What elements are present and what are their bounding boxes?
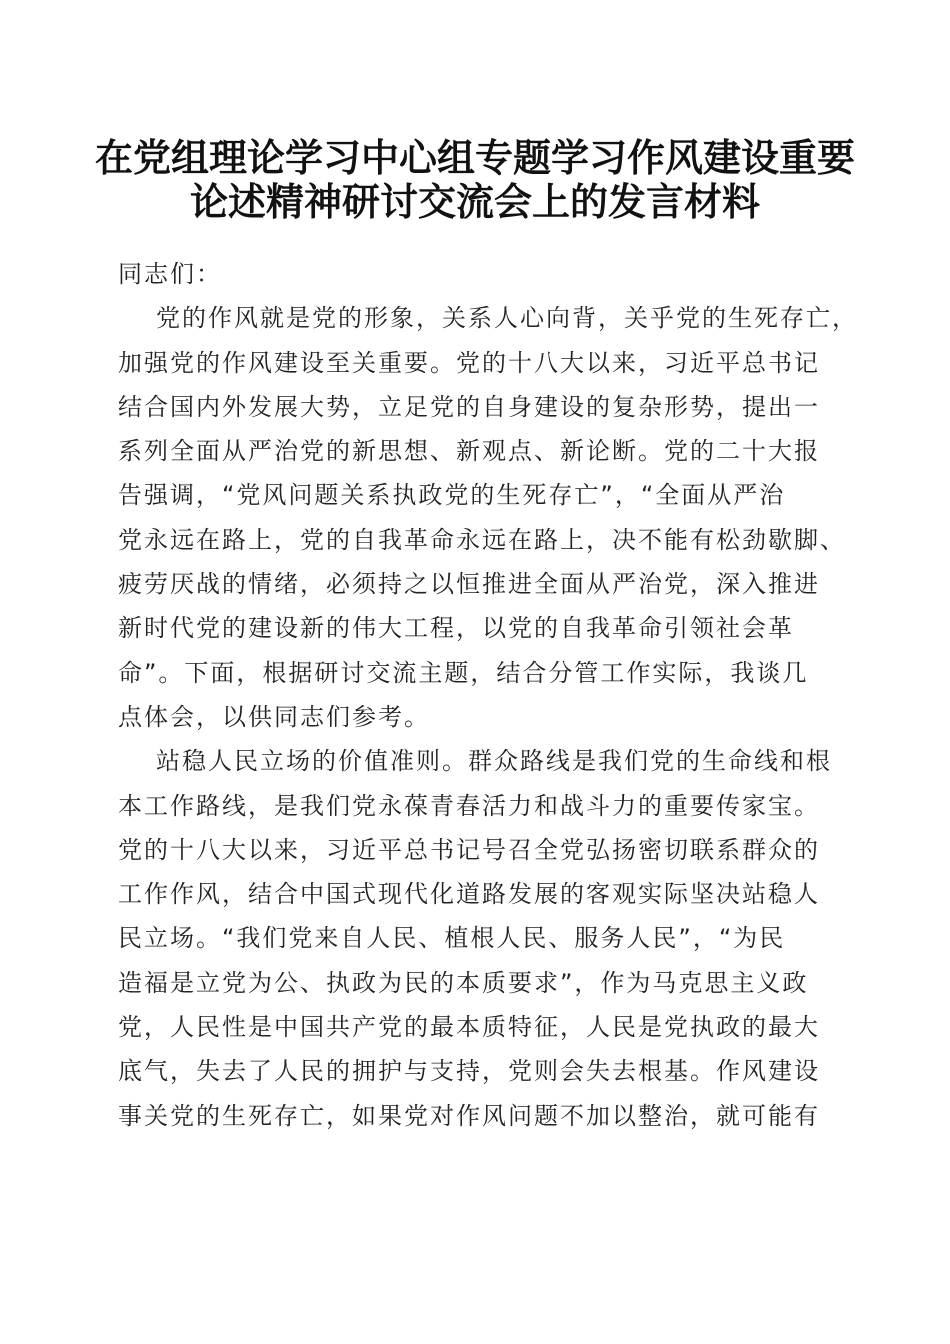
paragraph-line: 党，人民性是中国共产党的最本质特征，人民是党执政的最大 <box>118 1013 820 1042</box>
document-body <box>118 252 858 1138</box>
paragraph-line: 党的十八大以来，习近平总书记号召全党弘扬密切联系群众的 <box>118 835 820 864</box>
paragraph-line: 点体会，以供同志们参考。 <box>118 702 430 731</box>
title-line: 在党组理论学习中心组专题学习作风建设重要 <box>94 135 855 180</box>
paragraph-line: 站稳人民立场的价值准则。群众路线是我们党的生命线和根 <box>156 747 832 776</box>
paragraph-line: 党永远在路上，党的自我革命永远在路上，决不能有松劲歇脚、 <box>118 525 846 554</box>
paragraph-line: 系列全面从严治党的新思想、新观点、新论断。党的二十大报 <box>118 437 820 466</box>
paragraph-line: 工作作风，结合中国式现代化道路发展的客观实际坚决站稳人 <box>118 880 820 909</box>
salutation: 同志们： <box>118 260 222 288</box>
paragraph-line: 加强党的作风建设至关重要。党的十八大以来，习近平总书记 <box>118 348 820 377</box>
paragraph-line: 造福是立党为公、执政为民的本质要求”，作为马克思主义政 <box>118 968 809 997</box>
paragraph-line: 新时代党的建设新的伟大工程，以党的自我革命引领社会革 <box>118 614 794 643</box>
paragraph-line: 本工作路线，是我们党永葆青春活力和战斗力的重要传家宝。 <box>118 791 820 820</box>
paragraph-line: 疲劳厌战的情绪，必须持之以恒推进全面从严治党，深入推进 <box>118 570 820 599</box>
paragraph-line: 告强调，“党风问题关系执政党的生死存亡”，“全面从严治 <box>118 481 786 510</box>
paragraph-line: 民立场。“我们党来自人民、植根人民、服务人民”，“为民 <box>118 924 786 953</box>
paragraph-line: 党的作风就是党的形象，关系人心向背，关乎党的生死存亡， <box>156 304 858 333</box>
page-title <box>80 136 870 224</box>
paragraph-line: 结合国内外发展大势，立足党的自身建设的复杂形势，提出一 <box>118 392 820 421</box>
paragraph-line: 命”。下面，根据研讨交流主题，结合分管工作实际，我谈几 <box>118 658 809 687</box>
title-line: 论述精神研讨交流会上的发言材料 <box>189 179 760 224</box>
paragraph-line: 事关党的生死存亡，如果党对作风问题不加以整治，就可能有 <box>118 1101 820 1130</box>
paragraph-line: 底气，失去了人民的拥护与支持，党则会失去根基。作风建设 <box>118 1057 820 1086</box>
